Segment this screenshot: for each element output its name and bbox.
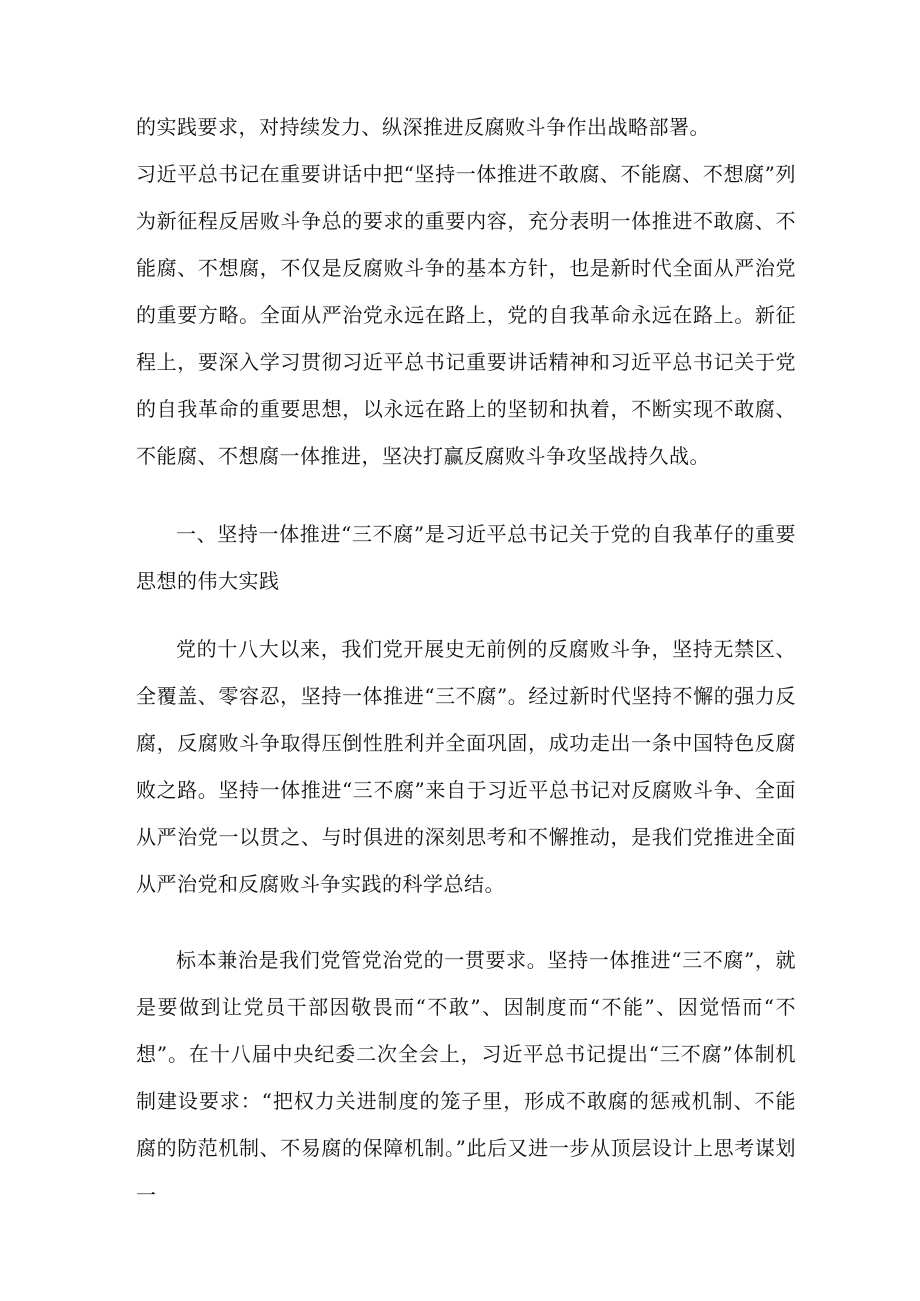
paragraph-1: 习近平总书记在重要讲话中把“坚持一体推进不敢腐、不能腐、不想腐”列为新征程反居败斗争总的要求的重要内容，充分表明一体推进不敢腐、不能腐、不想腐，不仅是反腐败斗争的基本方针，也是新时代全面从严治党的重要方略。全面从严治党永远在路上，党的自我革命永远在路上。新征程上，要深入学习贯彻习近平总书记重要讲话精神和习近平总书记关于党的自我革命的重要思想，以永远在路上的坚韧和执着，不断实现不敢腐、不能腐、不想腐一体推进，坚决打赢反腐败斗争攻坚战持久战。 <box>136 162 796 468</box>
section-heading-1: 一、坚持一体推进“三不腐”是习近平总书记关于党的自我革仔的重要思想的伟大实践 <box>136 522 796 593</box>
paragraph-2: 党的十八大以来，我们党开展史无前例的反腐败斗争，坚持无禁区、全覆盖、零容忍，坚持一体推进“三不腐”。经过新时代坚持不懈的强力反腐，反腐败斗争取得压倒性胜利并全面巩固，成功走出一条中国特色反腐败之路。坚持一体推进“三不腐”来自于习近平总书记对反腐败斗争、全面从严治党一以贯之、与时俱进的深刻思考和不懈推动，是我们党推进全面从严治党和反腐败斗争实践的科学总结。 <box>136 637 796 896</box>
paragraph-continuation: 的实践要求，对持续发力、纵深推进反腐败斗争作出战略部署。 <box>136 115 710 139</box>
paragraph-3: 标本兼治是我们党管党治党的一贯要求。坚持一体推进“三不腐”，就是要做到让党员干部因敬畏而“不敢”、因制度而“不能”、因觉悟而“不想”。在十八届中央纪委二次全会上，习近平总书记提出“三不腐”体制机制建设要求：“把权力关进制度的笼子里，形成不敢腐的惩戒机制、不能腐的防范机制、不易腐的保障机制。”此后又进一步从顶层设计上思考谋划一 <box>136 948 796 1207</box>
